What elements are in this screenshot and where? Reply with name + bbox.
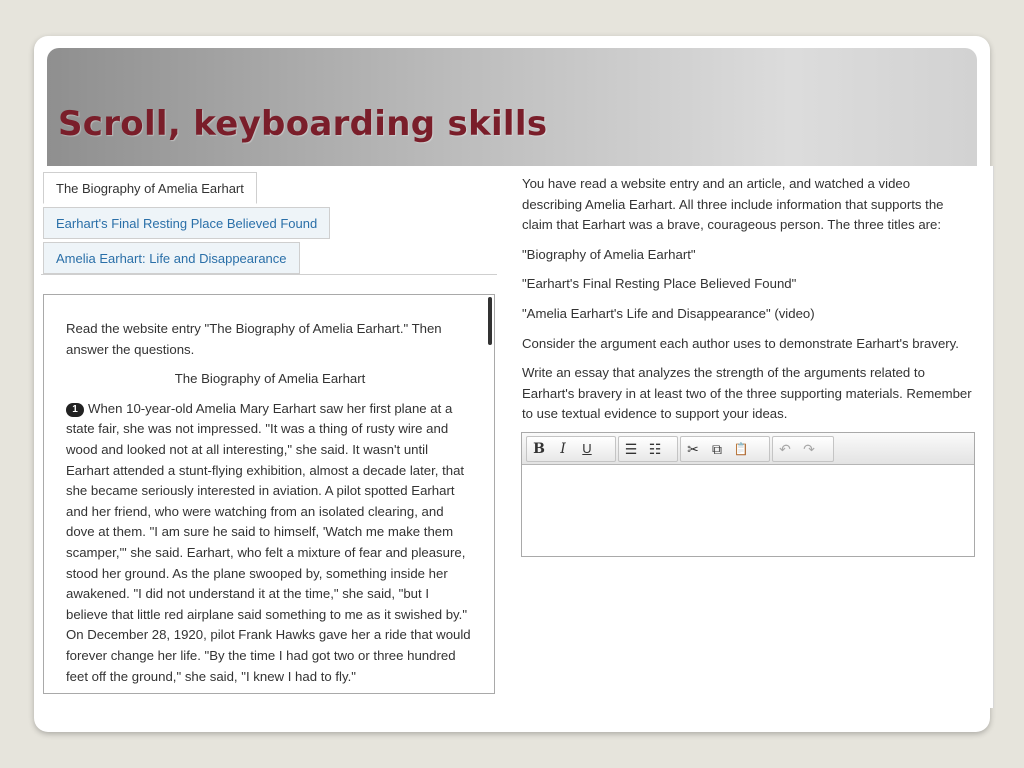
tab-life-and-disappearance[interactable]: Amelia Earhart: Life and Disappearance <box>43 242 300 274</box>
editor-toolbar <box>522 433 974 465</box>
underline-button[interactable]: U <box>582 441 592 456</box>
reading-paragraph <box>66 399 474 687</box>
essay-editor <box>521 432 975 557</box>
bulleted-list-icon[interactable]: ☰ <box>624 441 638 457</box>
scrollbar-thumb[interactable] <box>488 297 492 345</box>
paragraph-text: When 10-year-old Amelia Mary Earhart saw her first plane at a state fair, she was not impressed. "It was a thing of rusty wire and wood and looked not at all interesting," she said. It wasn't until Earhart attended a stunt-flying exhibition, almost a decade later, that she became seriously interested in aviation. A pilot spotted Earhart and her friend, who were watching from an isolated clearing, and dove at them. "I am sure he said to himself, 'Watch me make them scamper,'" she said. Earhart, who felt a mixture of fear and pleasure, stood her ground. As the plane swooped by, something inside her awakened. "I did not understand it at the time," she said, "but I believe that little red airplane said something to me as it swished by." On December 28, 1920, pilot Frank Hawks gave her a ride that would forever change her life. "By the time I had got two or three hundred feet off the ground," she said, "I knew I had to fly." <box>66 400 471 684</box>
reading-pane[interactable] <box>43 294 495 694</box>
paste-icon[interactable]: 📋 <box>733 442 749 456</box>
history-group <box>772 436 834 462</box>
tab-divider <box>41 274 497 275</box>
bold-button[interactable]: B <box>533 441 545 457</box>
format-group <box>526 436 616 462</box>
reading-intro: Read the website entry "The Biography of Amelia Earhart." Then answer the questions. <box>66 321 442 357</box>
paragraph-number-badge: 1 <box>66 403 84 417</box>
instructions-pane <box>522 174 972 434</box>
title-item-1: "Biography of Amelia Earhart" <box>522 246 696 262</box>
reading-heading: The Biography of Amelia Earhart <box>174 371 366 387</box>
tab-final-resting-place[interactable]: Earhart's Final Resting Place Believed Found <box>43 207 330 239</box>
instructions-consider: Consider the argument each author uses to demonstrate Earhart's bravery. <box>522 335 959 351</box>
title-item-3: "Amelia Earhart's Life and Disappearance" (video) <box>522 305 815 321</box>
tab-biography[interactable]: The Biography of Amelia Earhart <box>43 172 257 204</box>
app-screenshot <box>41 166 994 708</box>
essay-text-area[interactable] <box>522 465 974 556</box>
title-item-2: "Earhart's Final Resting Place Believed Found" <box>522 276 797 292</box>
clipboard-group <box>680 436 770 462</box>
reading-content <box>66 319 474 694</box>
list-group <box>618 436 678 462</box>
italic-button[interactable]: I <box>560 441 566 457</box>
numbered-list-icon[interactable]: ☷ <box>648 441 662 457</box>
cut-icon[interactable]: ✂ <box>687 441 699 457</box>
slide-title: Scroll, keyboarding skills <box>58 104 548 144</box>
undo-icon[interactable]: ↶ <box>779 441 791 457</box>
copy-icon[interactable]: ⧉ <box>712 441 722 457</box>
instructions-essay-prompt: Write an essay that analyzes the strength of the arguments related to Earhart's bravery in at least two of the three supporting materials. Remember to use textual evidence to support your ideas. <box>522 365 972 422</box>
redo-icon[interactable]: ↷ <box>803 441 815 457</box>
instructions-intro: You have read a website entry and an article, and watched a video describing Amelia Earhart. All three include information that supports the claim that Earhart was a brave, courageous person. The three titles are: <box>522 176 944 233</box>
